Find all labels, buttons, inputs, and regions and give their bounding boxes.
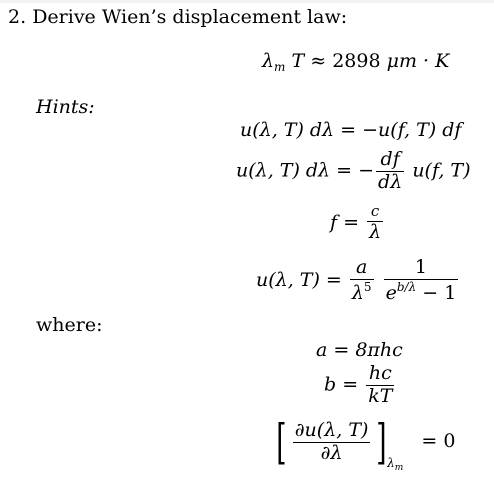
- problem-title: Derive Wien’s displacement law:: [32, 6, 348, 28]
- hint-equation-1: [240, 119, 461, 141]
- eq4-denominator-1: [350, 280, 374, 304]
- eq4-numerator-1: a: [356, 256, 368, 278]
- eq2-fraction: [376, 150, 404, 193]
- eq5-equals: =: [333, 339, 350, 361]
- hint-equation-2: [236, 150, 470, 193]
- eq3-denominator: λ: [369, 220, 382, 243]
- approx-sign: ≈: [310, 50, 327, 72]
- eq2-minus: −: [358, 159, 375, 182]
- eq2-denominator: dλ: [378, 170, 403, 193]
- temperature-symbol: T: [291, 50, 305, 72]
- eq7-subscript: [387, 456, 404, 473]
- eq6-lhs: b: [324, 373, 337, 396]
- eq1-rhs: −u(f, T) df: [362, 119, 462, 141]
- eq2-equals: =: [336, 159, 353, 182]
- eq6-equals: =: [342, 373, 359, 396]
- hint-equation-4: [256, 258, 460, 304]
- eq4-fraction-1: [350, 258, 374, 304]
- top-shade: [0, 0, 494, 3]
- law-value: 2898: [332, 50, 381, 72]
- hint-equation-3: [330, 204, 385, 243]
- right-bracket: ]: [376, 414, 387, 470]
- eq4-denominator-2: [384, 280, 459, 304]
- eq5-rhs: 8πhc: [355, 339, 403, 361]
- lambda-subscript: m: [274, 60, 286, 74]
- eq5-lhs: a: [316, 339, 328, 361]
- eq3-lhs: f: [330, 211, 338, 234]
- eq7-equals: =: [421, 430, 438, 452]
- definition-a: [316, 339, 403, 361]
- eq4-numerator-2: 1: [414, 256, 427, 278]
- eq7-rhs: 0: [443, 430, 456, 452]
- eq4-den1-exponent: 5: [363, 279, 372, 294]
- eq7-numerator: ∂u(λ, T): [294, 418, 369, 441]
- eq3-numerator: c: [370, 202, 380, 220]
- eq7-denominator: ∂λ: [320, 441, 343, 464]
- eq1-equals: =: [340, 119, 357, 141]
- definition-b: [324, 364, 396, 407]
- left-bracket: [: [276, 414, 287, 470]
- eq6-denominator: kT: [368, 384, 393, 407]
- problem-number: 2.: [8, 6, 27, 28]
- law-unit: μm · K: [386, 50, 450, 72]
- eq6-fraction: [366, 364, 394, 407]
- eq2-lhs: u(λ, T) dλ: [236, 159, 331, 182]
- wien-law-equation: [262, 50, 449, 74]
- eq4-fraction-2: [384, 258, 459, 304]
- eq4-den1-base: λ: [351, 281, 364, 304]
- eq4-den2-base: e: [385, 281, 397, 304]
- maximum-condition: [272, 414, 456, 473]
- eq4-den2-tail: − 1: [422, 281, 457, 304]
- eq4-lhs: u(λ, T): [256, 268, 320, 291]
- eq4-equals: =: [325, 268, 342, 291]
- problem-heading: [8, 6, 347, 28]
- eq4-den2-exponent: b/λ: [396, 279, 417, 294]
- lambda-symbol: λ: [262, 50, 275, 72]
- eq2-rhs: u(f, T): [412, 159, 471, 182]
- eq7-fraction: [293, 418, 371, 464]
- where-label: where:: [36, 314, 103, 336]
- eq2-numerator: df: [380, 148, 400, 170]
- eq7-sub-sub: m: [394, 463, 404, 473]
- eq6-numerator: hc: [368, 362, 392, 384]
- eq7-sub-base: λ: [387, 456, 395, 470]
- hints-label: Hints:: [36, 96, 95, 118]
- eq3-equals: =: [343, 211, 360, 234]
- eq3-fraction: [367, 204, 383, 243]
- eq1-lhs: u(λ, T) dλ: [240, 119, 335, 141]
